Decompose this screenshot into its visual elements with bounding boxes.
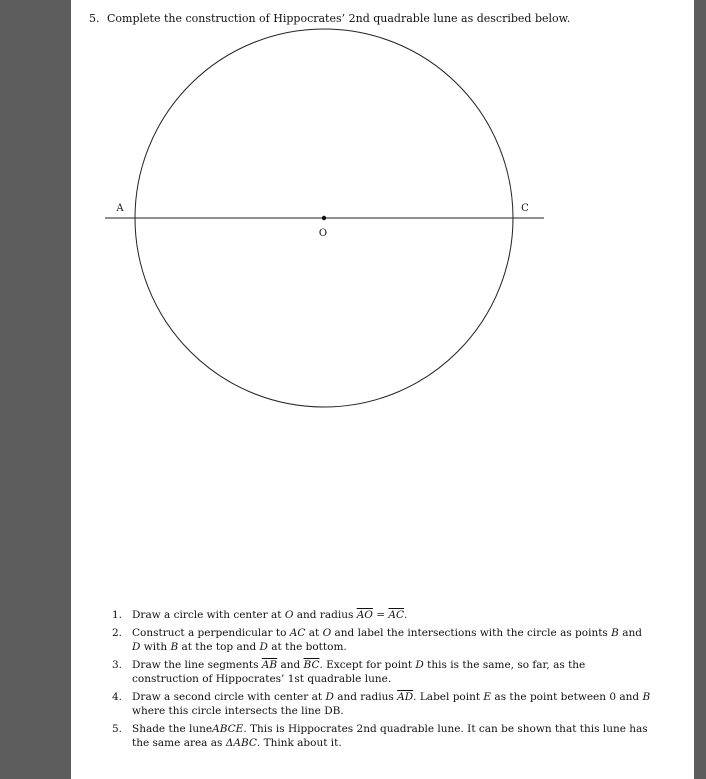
center-point-o — [322, 216, 326, 220]
viewer-scrollbar[interactable] — [694, 0, 706, 779]
step-number: 2. — [112, 626, 123, 639]
step-number: 1. — [112, 609, 123, 621]
segment-bc: $\overline{BC}$ — [303, 658, 320, 671]
instruction-step: 3. Draw the line segments $\overline{AB}$ and $\overline{BC}$. Except for point D this is the same, so far, as the construction of Hippocrates’ 1st quadrable lune. — [112, 658, 586, 685]
instruction-step: 5. Shade the luneABCE. This is Hippocrates 2nd quadrable lune. It can be shown that this lune has the same area as ΔABC. Think about it. — [112, 722, 648, 749]
instruction-step: 1. Draw a circle with center at O and radius $\overline{AO} = \overline{AC}$. — [112, 609, 408, 621]
segment-ad: $\overline{AD}$ — [397, 690, 414, 703]
segment-ac: $\overline{AC}$ — [388, 609, 405, 621]
segment-ao: $\overline{AO}$ — [356, 609, 373, 621]
segment-ab: $\overline{AB}$ — [261, 658, 278, 671]
step-number: 4. — [112, 690, 123, 703]
step-number: 3. — [112, 658, 123, 671]
instruction-step: 2. Construct a perpendicular to AC at O and label the intersections with the circle as points B and D with B at the top and D at the bottom. — [112, 626, 642, 653]
step-number: 5. — [112, 722, 123, 735]
point-label-c: C — [521, 203, 529, 214]
problem-number: 5. — [89, 12, 100, 25]
point-label-a: A — [116, 203, 124, 214]
document-page — [71, 0, 694, 779]
point-label-o: O — [318, 228, 328, 239]
viewer-left-gutter — [0, 0, 71, 779]
instruction-list — [112, 608, 652, 754]
problem-title-text: Complete the construction of Hippocrates’ 2nd quadrable lune as described below. — [107, 12, 571, 25]
instruction-step: 4. Draw a second circle with center at D and radius $\overline{AD}$. Label point E as the point between 0 and B where this circle intersects the line DB. — [112, 690, 651, 717]
